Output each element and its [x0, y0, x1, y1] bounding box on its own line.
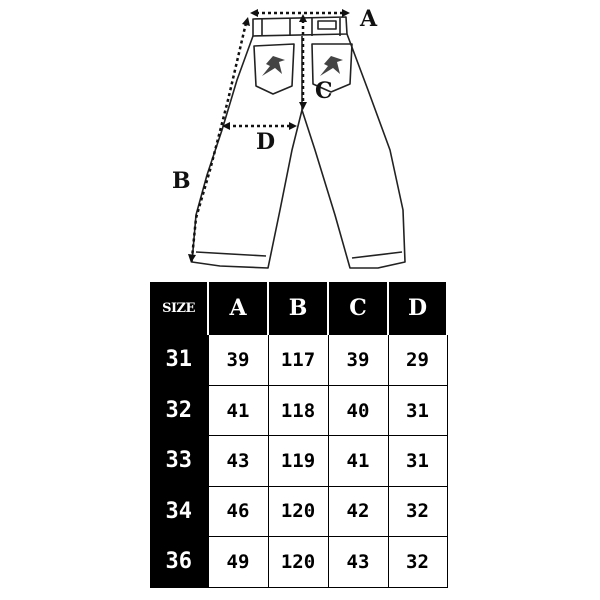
label-d: D: [256, 129, 276, 155]
table-row: [150, 486, 447, 536]
value-cell: 43: [208, 436, 268, 486]
value-cell: 32: [388, 486, 447, 536]
label-c: C: [315, 78, 333, 104]
value-cell: 49: [208, 537, 268, 587]
value-cell: 41: [208, 385, 268, 435]
table-row: [150, 335, 447, 385]
value-cell: 31: [388, 436, 447, 486]
value-cell: 120: [268, 537, 328, 587]
label-b: B: [172, 168, 191, 194]
size-chart-table: [150, 282, 448, 588]
value-cell: 39: [208, 335, 268, 385]
header-c: C: [328, 282, 388, 335]
table-row: [150, 537, 447, 587]
value-cell: 39: [328, 335, 388, 385]
table-row: [150, 436, 447, 486]
value-cell: 120: [268, 486, 328, 536]
value-cell: 29: [388, 335, 447, 385]
size-cell: 31: [150, 335, 208, 385]
label-a: A: [360, 6, 378, 32]
size-cell: 36: [150, 537, 208, 587]
pocket-left: [254, 44, 294, 94]
value-cell: 42: [328, 486, 388, 536]
table-row: [150, 385, 447, 435]
value-cell: 43: [328, 537, 388, 587]
value-cell: 32: [388, 537, 447, 587]
size-cell: 34: [150, 486, 208, 536]
value-cell: 46: [208, 486, 268, 536]
size-cell: 32: [150, 385, 208, 435]
value-cell: 31: [388, 385, 447, 435]
value-cell: 119: [268, 436, 328, 486]
waistband: [253, 17, 347, 36]
value-cell: 40: [328, 385, 388, 435]
value-cell: 117: [268, 335, 328, 385]
header-a: A: [208, 282, 268, 335]
header-b: B: [268, 282, 328, 335]
header-d: D: [388, 282, 447, 335]
value-cell: 41: [328, 436, 388, 486]
pants-measurement-diagram: [0, 0, 600, 285]
table-header-row: [150, 282, 447, 335]
pants-outline: [192, 34, 405, 268]
size-cell: 33: [150, 436, 208, 486]
header-size: SIZE: [150, 282, 208, 335]
value-cell: 118: [268, 385, 328, 435]
